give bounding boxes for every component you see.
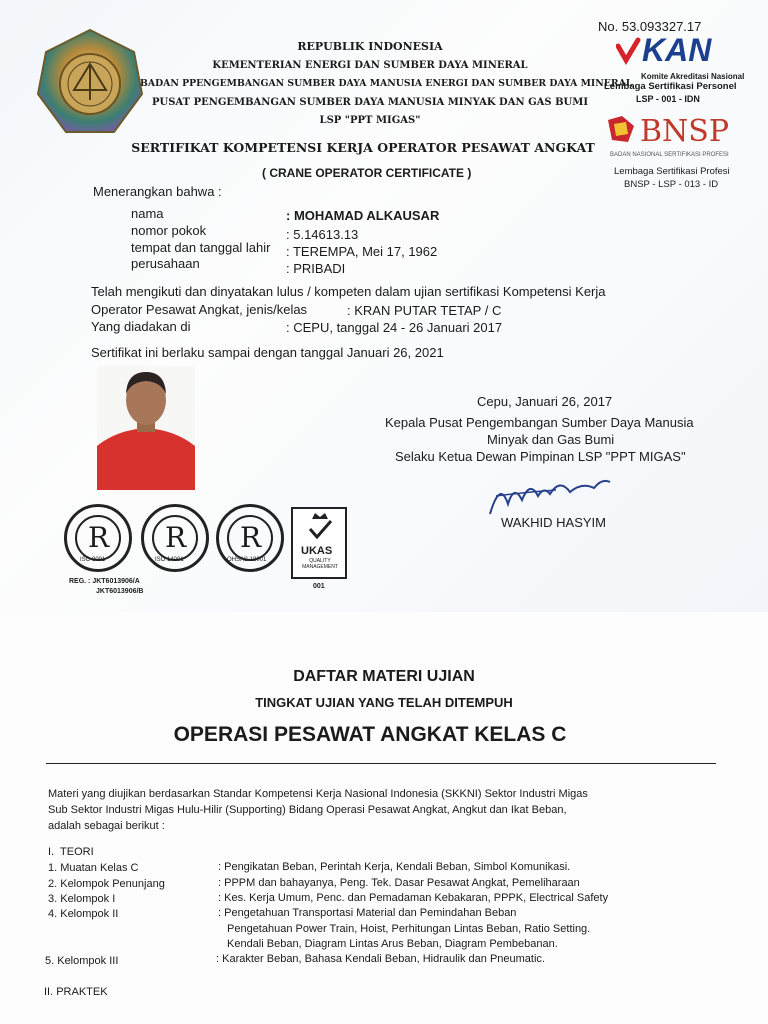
materials-intro2: Sub Sektor Industri Migas Hulu-Hilir (Supporting) Bidang Operasi Pesawat Angkat, Angkut dan Ikat Beban, <box>48 804 567 816</box>
ukas-number: 001 <box>313 583 325 590</box>
seal-standard: OHSAS 18001 <box>227 557 267 563</box>
header-line4: PUSAT PENGEMBANGAN SUMBER DAYA MANUSIA MINYAK DAN GAS BUMI <box>151 97 589 108</box>
registration-number-b: JKT6013906/B <box>96 588 144 595</box>
field-value-perusahaan: : PRIBADI <box>286 261 346 276</box>
bnsp-line2: BNSP - LSP - 013 - ID <box>624 179 719 190</box>
item-desc-3: : Kes. Kerja Umum, Penc. dan Pemadaman Kebakaran, PPPK, Electrical Safety <box>218 892 609 904</box>
field-value-ttl: : TEREMPA, Mei 17, 1962 <box>286 244 438 259</box>
field-value-nama: : MOHAMAD ALKAUSAR <box>286 208 440 223</box>
kan-line3: LSP - 001 - IDN <box>636 94 700 104</box>
ministry-emblem-hologram <box>34 28 146 136</box>
operator-value: : KRAN PUTAR TETAP / C <box>347 303 502 318</box>
ukas-sub: QUALITY MANAGEMENT <box>302 558 338 570</box>
field-value-nomor-pokok: : 5.14613.13 <box>286 227 359 242</box>
place-date: Cepu, Januari 26, 2017 <box>477 394 613 409</box>
operator-label: Operator Pesawat Angkat, jenis/kelas <box>91 302 308 317</box>
valid-until: Sertifikat ini berlaku sampai dengan tanggal Januari 26, 2021 <box>91 345 444 360</box>
item-label-3: 3. Kelompok I <box>48 893 116 905</box>
field-label-ttl: tempat dan tanggal lahir <box>131 240 271 255</box>
header-line2: KEMENTERIAN ENERGI DAN SUMBER DAYA MINERAL <box>212 60 528 71</box>
bnsp-logo-text: BNSP <box>640 114 730 149</box>
held-label: Yang diadakan di <box>91 319 191 334</box>
lloyds-seal-iso9001 <box>64 504 132 572</box>
item-desc-4: : Pengetahuan Transportasi Material dan Pemindahan Beban <box>218 907 517 919</box>
bnsp-tagline: BADAN NASIONAL SERTIFIKASI PROFESI <box>610 152 729 158</box>
item-label-2: 2. Kelompok Penunjang <box>48 878 165 890</box>
materials-intro3: adalah sebagai berikut : <box>48 820 165 832</box>
materials-intro1: Materi yang diujikan berdasarkan Standar Kompetensi Kerja Nasional Indonesia (SKKNI) Sektor Industri Migas <box>48 788 588 800</box>
item-label-5: 5. Kelompok III <box>45 955 119 967</box>
divider <box>46 763 716 764</box>
lloyds-seal-iso14001 <box>141 504 209 572</box>
holder-photo <box>97 366 195 490</box>
seal-standard: ISO 9001 <box>80 557 106 563</box>
held-value: : CEPU, tanggal 24 - 26 Januari 2017 <box>286 320 503 335</box>
ukas-label: UKAS <box>301 545 333 557</box>
lloyds-seal-ohsas <box>216 504 284 572</box>
passed-statement: Telah mengikuti dan dinyatakan lulus / kompeten dalam ujian sertifikasi Kompetensi Kerja <box>91 284 606 299</box>
certificate-title: SERTIFIKAT KOMPETENSI KERJA OPERATOR PESAWAT ANGKAT <box>131 140 595 155</box>
registration-number-a: REG. : JKT6013906/A <box>69 578 140 585</box>
section-theory: I. TEORI <box>48 846 94 858</box>
item-label-4: 4. Kelompok II <box>48 908 119 920</box>
bnsp-logo-icon <box>606 116 636 144</box>
materials-main-title: OPERASI PESAWAT ANGKAT KELAS C <box>173 723 567 746</box>
signature-image <box>486 474 616 520</box>
intro-text: Menerangkan bahwa : <box>93 184 222 199</box>
seal-standard: ISO 14001 <box>155 557 184 563</box>
item-desc-4-cont1: Pengetahuan Power Train, Hoist, Perhitungan Lintas Beban, Ratio Setting. <box>227 923 591 935</box>
materials-subtitle: TINGKAT UJIAN YANG TELAH DITEMPUH <box>255 695 513 710</box>
item-desc-5: : Karakter Beban, Bahasa Kendali Beban, Hidraulik dan Pneumatic. <box>216 953 545 965</box>
section-practice: II. PRAKTEK <box>44 986 108 998</box>
field-label-nama: nama <box>131 206 164 221</box>
signer-role1: Kepala Pusat Pengembangan Sumber Daya Manusia <box>385 415 694 430</box>
header-line5: LSP "PPT MIGAS" <box>319 115 421 126</box>
item-desc-2: : PPPM dan bahayanya, Peng. Tek. Dasar Pesawat Angkat, Pemeliharaan <box>218 877 580 889</box>
crown-check-icon <box>307 511 333 541</box>
header-line3: BADAN PPENGEMBANGAN SUMBER DAYA MANUSIA ENERGI DAN SUMBER DAYA MINERAL <box>140 78 633 89</box>
item-desc-4-cont2: Kendali Beban, Diagram Lintas Arus Beban, Diagram Pembebanan. <box>227 938 558 950</box>
signer-role3: Selaku Ketua Dewan Pimpinan LSP "PPT MIGAS" <box>395 449 686 464</box>
ukas-mark <box>291 507 347 579</box>
item-label-1: 1. Muatan Kelas C <box>48 862 139 874</box>
signer-role2: Minyak dan Gas Bumi <box>487 432 615 447</box>
materials-page <box>0 612 768 1024</box>
kan-logo <box>616 32 736 72</box>
kan-line2: Lembaga Sertifikasi Personel <box>604 81 737 92</box>
bnsp-line1: Lembaga Sertifikasi Profesi <box>614 166 730 177</box>
materials-title: DAFTAR MATERI UJIAN <box>293 668 475 685</box>
signer-name: WAKHID HASYIM <box>501 515 606 530</box>
seal-letter: R <box>165 521 187 554</box>
seal-letter: R <box>88 521 110 554</box>
field-label-nomor-pokok: nomor pokok <box>131 223 207 238</box>
seal-letter: R <box>240 521 262 554</box>
field-label-perusahaan: perusahaan <box>131 256 200 271</box>
certificate-number: No. 53.093327.17 <box>598 19 702 34</box>
kan-logo-text: KAN <box>642 32 712 68</box>
item-desc-1: : Pengikatan Beban, Perintah Kerja, Kendali Beban, Simbol Komunikasi. <box>218 861 571 873</box>
header-line1: REPUBLIK INDONESIA <box>297 40 443 53</box>
kan-line1: Komite Akreditasi Nasional <box>641 72 745 81</box>
certificate-subtitle: ( CRANE OPERATOR CERTIFICATE ) <box>262 166 472 180</box>
